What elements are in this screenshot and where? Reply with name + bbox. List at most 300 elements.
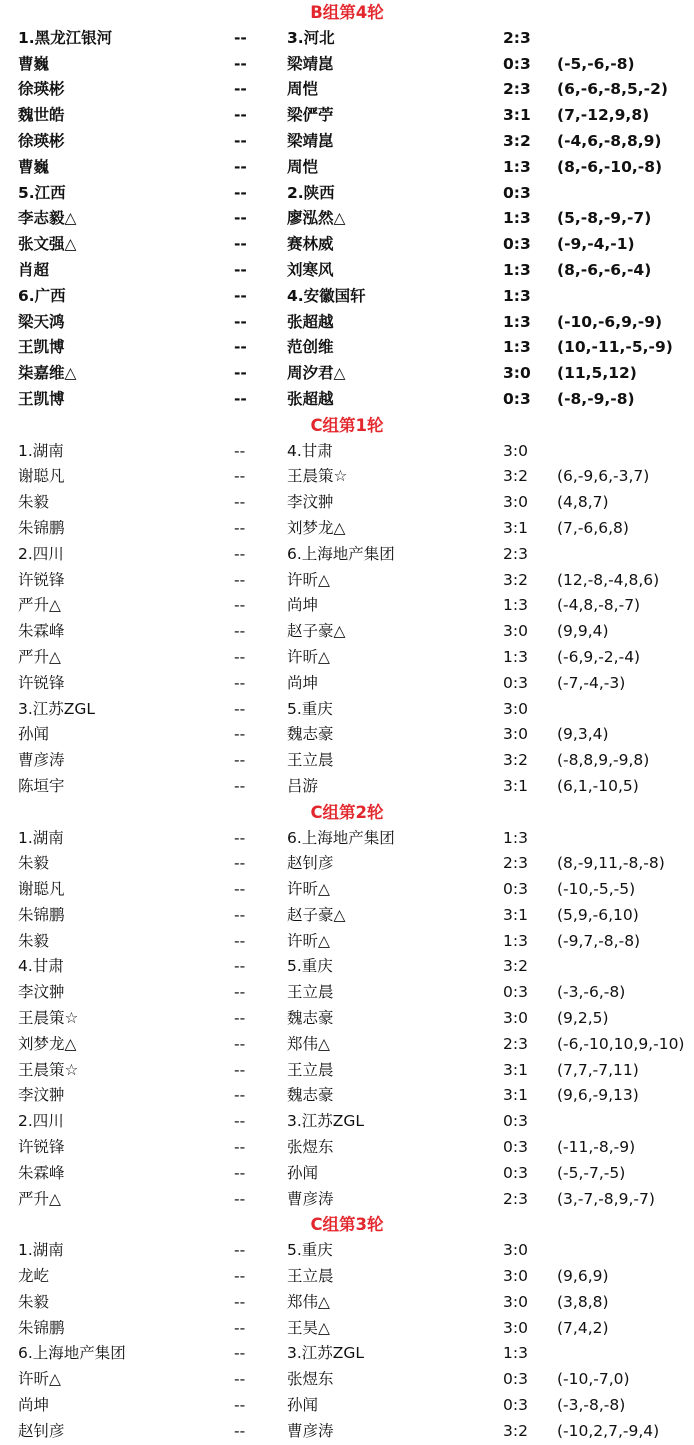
- game-scores: (-3,-6,-8): [557, 983, 626, 1002]
- match-score: 2:3: [503, 28, 531, 47]
- separator: --: [234, 518, 246, 537]
- match-score: 3:2: [503, 570, 528, 589]
- section-header: B组第4轮: [310, 3, 384, 22]
- away-player: 梁靖崑: [287, 131, 334, 150]
- match-score: 3:1: [503, 776, 528, 795]
- home-player: 刘梦龙△: [18, 1034, 77, 1053]
- home-player: 4.甘肃: [18, 957, 64, 976]
- game-scores: (-3,-8,-8): [557, 1396, 626, 1415]
- match-score: 3:2: [503, 1421, 528, 1440]
- separator: --: [234, 183, 247, 202]
- match-row: [0, 1006, 694, 1032]
- separator: --: [234, 467, 246, 486]
- away-player: 赛林威: [287, 235, 334, 254]
- home-player: 王晨策☆: [18, 1009, 79, 1028]
- match-score: 0:3: [503, 54, 531, 73]
- home-player: 李志毅△: [18, 209, 77, 228]
- away-player: 赵子豪△: [287, 905, 346, 924]
- home-player: 5.江西: [18, 183, 66, 202]
- match-score: 0:3: [503, 983, 528, 1002]
- home-player: 柒嘉维△: [18, 364, 77, 383]
- game-scores: (9,3,4): [557, 725, 609, 744]
- home-player: 2.四川: [18, 544, 64, 563]
- separator: --: [234, 28, 247, 47]
- home-player: 谢聪凡: [18, 467, 65, 486]
- match-score: 1:3: [503, 596, 528, 615]
- away-player: 许昕△: [287, 931, 330, 950]
- separator: --: [234, 983, 246, 1002]
- separator: --: [234, 725, 246, 744]
- separator: --: [234, 157, 247, 176]
- game-scores: (-9,7,-8,-8): [557, 931, 641, 950]
- match-score: 0:3: [503, 1163, 528, 1182]
- game-scores: (7,-6,6,8): [557, 518, 629, 537]
- match-score: 0:3: [503, 1370, 528, 1389]
- section-header: C组第3轮: [310, 1215, 384, 1235]
- away-player: 3.河北: [287, 28, 335, 47]
- home-player: 2.四川: [18, 1112, 64, 1131]
- match-score: 3:0: [503, 493, 528, 512]
- match-row: [0, 1161, 694, 1187]
- game-scores: (-10,-5,-5): [557, 880, 636, 899]
- team-match-row: [0, 697, 694, 723]
- away-player: 曹彦涛: [287, 1421, 334, 1440]
- match-row: [0, 1058, 694, 1084]
- game-scores: (-6,9,-2,-4): [557, 647, 641, 666]
- away-player: 3.江苏ZGL: [287, 1344, 365, 1363]
- separator: --: [234, 209, 247, 228]
- match-row: [0, 155, 694, 181]
- match-score: 1:3: [503, 286, 531, 305]
- match-score: 3:2: [503, 751, 528, 770]
- home-player: 许锐锋: [18, 1138, 65, 1157]
- match-row: [0, 310, 694, 336]
- match-row: [0, 1367, 694, 1393]
- home-player: 6.广西: [18, 286, 66, 305]
- match-score: 2:3: [503, 1034, 528, 1053]
- home-player: 朱锦鹏: [18, 518, 65, 537]
- separator: --: [234, 931, 246, 950]
- match-row: [0, 206, 694, 232]
- game-scores: (7,7,-7,11): [557, 1060, 639, 1079]
- home-player: 李汶翀: [18, 983, 65, 1002]
- game-scores: (-6,-10,10,9,-10): [557, 1034, 685, 1053]
- match-score: 1:3: [503, 828, 528, 847]
- match-score: 1:3: [503, 338, 531, 357]
- match-score: 3:0: [503, 622, 528, 641]
- match-score: 3:0: [503, 1292, 528, 1311]
- match-score: 3:0: [503, 725, 528, 744]
- away-player: 孙闻: [287, 1163, 319, 1182]
- away-player: 范创维: [287, 338, 334, 357]
- away-player: 张超越: [287, 312, 334, 331]
- away-player: 李汶翀: [287, 493, 334, 512]
- game-scores: (7,-12,9,8): [557, 106, 650, 125]
- match-row: [0, 645, 694, 671]
- separator: --: [234, 854, 246, 873]
- match-score: 2:3: [503, 1189, 528, 1208]
- separator: --: [234, 1163, 246, 1182]
- home-player: 朱毅: [18, 493, 50, 512]
- separator: --: [234, 622, 246, 641]
- game-scores: (-4,6,-8,8,9): [557, 131, 662, 150]
- home-player: 魏世皓: [18, 106, 65, 125]
- home-player: 1.黑龙江银河: [18, 28, 113, 47]
- match-score: 3:0: [503, 699, 528, 718]
- match-score: 3:1: [503, 518, 528, 537]
- home-player: 许锐锋: [18, 570, 65, 589]
- away-player: 魏志豪: [287, 1009, 334, 1028]
- match-row: [0, 129, 694, 155]
- team-match-row: [0, 1109, 694, 1135]
- match-score: 3:0: [503, 1267, 528, 1286]
- home-player: 徐瑛彬: [18, 80, 65, 99]
- game-scores: (7,4,2): [557, 1318, 609, 1337]
- home-player: 王晨策☆: [18, 1060, 79, 1079]
- match-row: [0, 722, 694, 748]
- away-player: 5.重庆: [287, 1241, 333, 1260]
- game-scores: (11,5,12): [557, 364, 637, 383]
- separator: --: [234, 441, 246, 460]
- separator: --: [234, 544, 246, 563]
- away-player: 周恺: [287, 157, 319, 176]
- away-player: 许昕△: [287, 880, 330, 899]
- match-score: 2:3: [503, 854, 528, 873]
- game-scores: (9,2,5): [557, 1009, 609, 1028]
- game-scores: (10,-11,-5,-9): [557, 338, 673, 357]
- separator: --: [234, 699, 246, 718]
- match-score: 1:3: [503, 931, 528, 950]
- game-scores: (8,-6,-10,-8): [557, 157, 663, 176]
- game-scores: (-11,-8,-9): [557, 1138, 636, 1157]
- away-player: 4.甘肃: [287, 441, 333, 460]
- home-player: 朱毅: [18, 931, 50, 950]
- match-score: 3:2: [503, 131, 531, 150]
- separator: --: [234, 1396, 246, 1415]
- team-match-row: [0, 954, 694, 980]
- away-player: 3.江苏ZGL: [287, 1112, 365, 1131]
- match-row: [0, 1316, 694, 1342]
- home-player: 许锐锋: [18, 673, 65, 692]
- away-player: 曹彦涛: [287, 1189, 334, 1208]
- match-row: [0, 877, 694, 903]
- match-row: [0, 258, 694, 284]
- team-match-row: [0, 1341, 694, 1367]
- separator: --: [234, 1318, 246, 1337]
- home-player: 1.湖南: [18, 441, 64, 460]
- match-score: 3:0: [503, 364, 531, 383]
- away-player: 廖泓然△: [287, 209, 346, 228]
- game-scores: (6,-6,-8,5,-2): [557, 80, 668, 99]
- team-match-row: [0, 439, 694, 465]
- home-player: 朱锦鹏: [18, 1318, 65, 1337]
- match-score: 0:3: [503, 1112, 528, 1131]
- home-player: 许昕△: [18, 1370, 61, 1389]
- team-match-row: [0, 826, 694, 852]
- game-scores: (5,9,-6,10): [557, 905, 639, 924]
- separator: --: [234, 1138, 246, 1157]
- away-player: 王立晨: [287, 983, 334, 1002]
- match-row: [0, 1419, 694, 1445]
- away-player: 许昕△: [287, 570, 330, 589]
- match-score: 1:3: [503, 157, 531, 176]
- match-score: 0:3: [503, 235, 531, 254]
- separator: --: [234, 673, 246, 692]
- match-row: [0, 980, 694, 1006]
- match-score: 2:3: [503, 544, 528, 563]
- away-player: 4.安徽国轩: [287, 286, 366, 305]
- match-score: 3:0: [503, 1009, 528, 1028]
- separator: --: [234, 776, 246, 795]
- match-row: [0, 361, 694, 387]
- game-scores: (12,-8,-4,8,6): [557, 570, 660, 589]
- separator: --: [234, 389, 247, 408]
- separator: --: [234, 493, 246, 512]
- separator: --: [234, 1112, 246, 1131]
- separator: --: [234, 131, 247, 150]
- home-player: 谢聪凡: [18, 880, 65, 899]
- game-scores: (8,-9,11,-8,-8): [557, 854, 665, 873]
- separator: --: [234, 54, 247, 73]
- separator: --: [234, 1421, 246, 1440]
- match-score: 0:3: [503, 1138, 528, 1157]
- game-scores: (-7,-4,-3): [557, 673, 626, 692]
- home-player: 徐瑛彬: [18, 131, 65, 150]
- home-player: 梁天鸿: [18, 312, 65, 331]
- home-player: 陈垣宇: [18, 776, 65, 795]
- separator: --: [234, 1292, 246, 1311]
- team-match-row: [0, 1238, 694, 1264]
- game-scores: (9,6,-9,13): [557, 1086, 639, 1105]
- separator: --: [234, 312, 247, 331]
- home-player: 曹彦涛: [18, 751, 65, 770]
- home-player: 赵钊彦: [18, 1421, 65, 1440]
- away-player: 赵钊彦: [287, 854, 334, 873]
- separator: --: [234, 1344, 246, 1363]
- separator: --: [234, 957, 246, 976]
- game-scores: (6,-9,6,-3,7): [557, 467, 650, 486]
- match-score: 3:1: [503, 106, 531, 125]
- away-player: 6.上海地产集团: [287, 828, 395, 847]
- match-row: [0, 748, 694, 774]
- match-row: [0, 77, 694, 103]
- team-match-row: [0, 181, 694, 207]
- game-scores: (5,-8,-9,-7): [557, 209, 652, 228]
- match-score: 1:3: [503, 647, 528, 666]
- home-player: 王凯博: [18, 338, 65, 357]
- away-player: 王立晨: [287, 1060, 334, 1079]
- game-scores: (4,8,7): [557, 493, 609, 512]
- match-row: [0, 103, 694, 129]
- game-scores: (-8,8,9,-9,8): [557, 751, 650, 770]
- game-scores: (-10,-6,9,-9): [557, 312, 663, 331]
- home-player: 肖超: [18, 260, 50, 279]
- separator: --: [234, 1009, 246, 1028]
- match-row: [0, 516, 694, 542]
- match-row: [0, 232, 694, 258]
- separator: --: [234, 1370, 246, 1389]
- match-score: 0:3: [503, 673, 528, 692]
- home-player: 孙闻: [18, 725, 50, 744]
- away-player: 王立晨: [287, 751, 334, 770]
- away-player: 5.重庆: [287, 699, 333, 718]
- away-player: 6.上海地产集团: [287, 544, 395, 563]
- game-scores: (9,6,9): [557, 1267, 609, 1286]
- match-row: [0, 903, 694, 929]
- match-score: 0:3: [503, 1396, 528, 1415]
- away-player: 周恺: [287, 80, 319, 99]
- away-player: 魏志豪: [287, 725, 334, 744]
- match-score: 3:2: [503, 957, 528, 976]
- match-row: [0, 335, 694, 361]
- game-scores: (3,8,8): [557, 1292, 609, 1311]
- match-row: [0, 464, 694, 490]
- home-player: 龙屹: [18, 1267, 50, 1286]
- separator: --: [234, 596, 246, 615]
- home-player: 张文强△: [18, 235, 77, 254]
- away-player: 周汐君△: [287, 364, 346, 383]
- away-player: 郑伟△: [287, 1034, 330, 1053]
- game-scores: (9,9,4): [557, 622, 609, 641]
- game-scores: (-8,-9,-8): [557, 389, 635, 408]
- match-row: [0, 929, 694, 955]
- away-player: 魏志豪: [287, 1086, 334, 1105]
- game-scores: (3,-7,-8,9,-7): [557, 1189, 655, 1208]
- away-player: 张超越: [287, 389, 334, 408]
- home-player: 朱毅: [18, 1292, 50, 1311]
- home-player: 1.湖南: [18, 828, 64, 847]
- team-match-row: [0, 26, 694, 52]
- match-row: [0, 1032, 694, 1058]
- home-player: 朱霖峰: [18, 622, 65, 641]
- away-player: 梁俨苧: [287, 106, 334, 125]
- team-match-row: [0, 284, 694, 310]
- match-row: [0, 1290, 694, 1316]
- match-score: 1:3: [503, 312, 531, 331]
- match-row: [0, 568, 694, 594]
- away-player: 2.陕西: [287, 183, 335, 202]
- separator: --: [234, 80, 247, 99]
- away-player: 郑伟△: [287, 1292, 330, 1311]
- away-player: 许昕△: [287, 647, 330, 666]
- match-row: [0, 851, 694, 877]
- game-scores: (-9,-4,-1): [557, 235, 635, 254]
- match-score: 3:0: [503, 1318, 528, 1337]
- separator: --: [234, 905, 246, 924]
- separator: --: [234, 286, 247, 305]
- away-player: 张煜东: [287, 1138, 334, 1157]
- separator: --: [234, 106, 247, 125]
- team-match-row: [0, 542, 694, 568]
- match-score: 3:0: [503, 1241, 528, 1260]
- separator: --: [234, 570, 246, 589]
- section-header: C组第1轮: [310, 415, 384, 435]
- section-header: C组第2轮: [310, 802, 384, 822]
- game-scores: (-10,-7,0): [557, 1370, 630, 1389]
- separator: --: [234, 828, 246, 847]
- game-scores: (8,-6,-6,-4): [557, 260, 652, 279]
- match-score: 3:1: [503, 1060, 528, 1079]
- away-player: 吕游: [287, 776, 319, 795]
- away-player: 王晨策☆: [287, 467, 348, 486]
- home-player: 曹巍: [18, 157, 50, 176]
- home-player: 尚坤: [18, 1396, 50, 1415]
- home-player: 1.湖南: [18, 1241, 64, 1260]
- match-score: 1:3: [503, 209, 531, 228]
- away-player: 刘梦龙△: [287, 518, 346, 537]
- away-player: 赵子豪△: [287, 622, 346, 641]
- match-score: 3:0: [503, 441, 528, 460]
- separator: --: [234, 1086, 246, 1105]
- away-player: 孙闻: [287, 1396, 319, 1415]
- home-player: 严升△: [18, 647, 61, 666]
- match-score: 0:3: [503, 389, 531, 408]
- away-player: 5.重庆: [287, 957, 333, 976]
- home-player: 朱锦鹏: [18, 905, 65, 924]
- home-player: 朱毅: [18, 854, 50, 873]
- match-score: 3:1: [503, 1086, 528, 1105]
- home-player: 王凯博: [18, 389, 65, 408]
- home-player: 严升△: [18, 596, 61, 615]
- match-row: [0, 52, 694, 78]
- match-row: [0, 774, 694, 800]
- match-row: [0, 1264, 694, 1290]
- separator: --: [234, 1189, 246, 1208]
- match-score: 0:3: [503, 183, 531, 202]
- separator: --: [234, 880, 246, 899]
- match-row: [0, 619, 694, 645]
- separator: --: [234, 235, 247, 254]
- match-score: 0:3: [503, 880, 528, 899]
- match-score: 2:3: [503, 80, 531, 99]
- match-row: [0, 1187, 694, 1213]
- away-player: 王立晨: [287, 1267, 334, 1286]
- match-score: 1:3: [503, 1344, 528, 1363]
- game-scores: (6,1,-10,5): [557, 776, 639, 795]
- away-player: 尚坤: [287, 596, 319, 615]
- home-player: 6.上海地产集团: [18, 1344, 126, 1363]
- match-row: [0, 593, 694, 619]
- game-scores: (-10,2,7,-9,4): [557, 1421, 660, 1440]
- away-player: 刘寒风: [287, 260, 334, 279]
- separator: --: [234, 1241, 246, 1260]
- match-row: [0, 1393, 694, 1419]
- game-scores: (-5,-6,-8): [557, 54, 635, 73]
- away-player: 梁靖崑: [287, 54, 334, 73]
- away-player: 尚坤: [287, 673, 319, 692]
- match-row: [0, 387, 694, 413]
- match-row: [0, 671, 694, 697]
- away-player: 张煜东: [287, 1370, 334, 1389]
- match-row: [0, 1083, 694, 1109]
- separator: --: [234, 1060, 246, 1079]
- home-player: 李汶翀: [18, 1086, 65, 1105]
- match-row: [0, 1135, 694, 1161]
- match-score: 1:3: [503, 260, 531, 279]
- separator: --: [234, 1267, 246, 1286]
- away-player: 王昊△: [287, 1318, 330, 1337]
- match-row: [0, 490, 694, 516]
- home-player: 3.江苏ZGL: [18, 699, 96, 718]
- separator: --: [234, 364, 247, 383]
- game-scores: (-5,-7,-5): [557, 1163, 626, 1182]
- separator: --: [234, 751, 246, 770]
- match-score: 3:1: [503, 905, 528, 924]
- home-player: 朱霖峰: [18, 1163, 65, 1182]
- game-scores: (-4,8,-8,-7): [557, 596, 641, 615]
- separator: --: [234, 260, 247, 279]
- separator: --: [234, 1034, 246, 1053]
